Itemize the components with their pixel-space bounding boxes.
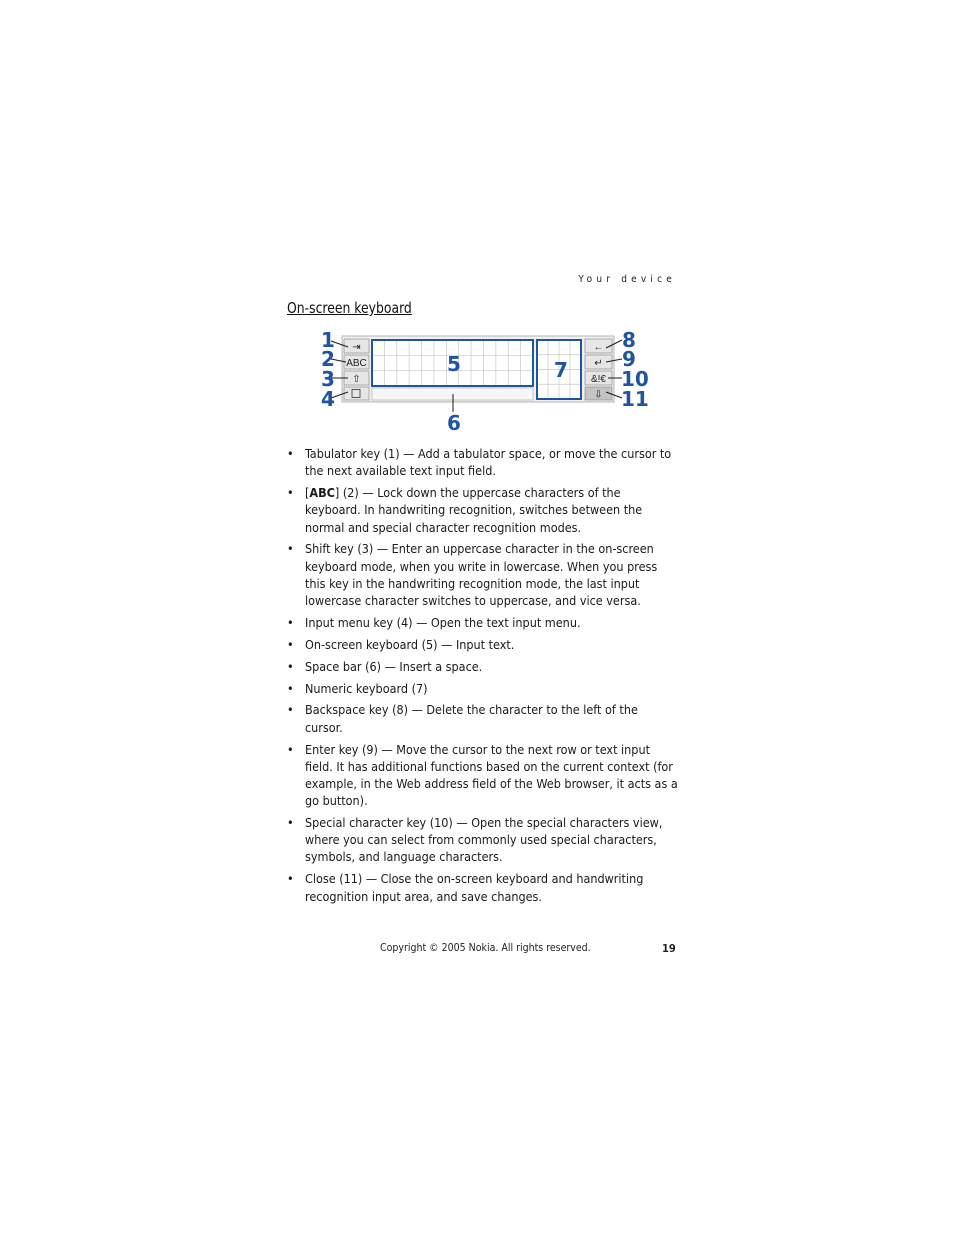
section-title: On-screen keyboard <box>287 299 412 317</box>
list-item-text: Enter key (9) — Move the cursor to the next row or text input field. It has additional functions based on the current context (for example, in the Web address field of the Web browser, it acts as a go button). <box>305 741 678 809</box>
list-item <box>287 636 679 653</box>
callout-10: 10 <box>621 367 649 391</box>
abc-key <box>344 355 369 369</box>
list-item-text: Space bar (6) — Insert a space. <box>305 658 483 674</box>
callout-6: 6 <box>447 411 461 435</box>
callout-8: 8 <box>622 328 636 352</box>
running-head: Your device <box>578 274 676 285</box>
keyboard-figure <box>310 328 650 438</box>
page-number: 19 <box>662 942 676 955</box>
keyboard-diagram <box>310 328 650 438</box>
list-item-text: On-screen keyboard (5) — Input text. <box>305 636 515 652</box>
list-item <box>287 814 679 866</box>
enter-icon: ↵ <box>594 358 603 369</box>
list-item-text: ] (2) — Lock down the uppercase characters of the keyboard. In handwriting recognition, switches between the normal and special character recognition modes. <box>305 485 643 535</box>
copyright-notice: Copyright © 2005 Nokia. All rights reserved. <box>380 942 591 954</box>
special-character-key <box>585 371 612 385</box>
list-item-text: Tabulator key (1) — Add a tabulator space, or move the cursor to the next available text input field. <box>305 446 672 479</box>
list-item <box>287 445 679 479</box>
special-key-label: &!€ <box>590 374 607 385</box>
callout-2: 2 <box>321 347 335 371</box>
list-item-text: Input menu key (4) — Open the text input menu. <box>305 614 581 630</box>
list-item-bold: ABC <box>309 485 335 501</box>
callout-9: 9 <box>622 347 636 371</box>
callout-4: 4 <box>321 387 335 411</box>
backspace-key <box>585 339 612 353</box>
list-item <box>287 484 679 536</box>
list-item-text: Backspace key (8) — Delete the character to the left of the cursor. <box>305 702 638 735</box>
callout-1: 1 <box>321 328 335 352</box>
input-menu-key <box>344 387 369 400</box>
callout-7: 7 <box>554 358 568 382</box>
list-item-text: Shift key (3) — Enter an uppercase character in the on-screen keyboard mode, when you write in lowercase. When you press this key in the handwriting recognition mode, the last input lowercase character switches to uppercase, and vice versa. <box>305 541 658 608</box>
list-item-text: Numeric keyboard (7) <box>305 680 428 696</box>
list-item <box>287 540 679 609</box>
shift-icon: ⇧ <box>352 374 361 385</box>
close-down-arrow-icon: ⇩ <box>594 389 603 401</box>
list-item <box>287 701 679 735</box>
callout-3: 3 <box>321 367 335 391</box>
backspace-icon: ← <box>593 342 604 353</box>
abc-key-label: ABC <box>346 358 367 369</box>
list-item-prefix: [ <box>305 485 310 501</box>
tab-key <box>344 339 369 353</box>
callout-11: 11 <box>621 387 649 411</box>
list-item <box>287 658 679 675</box>
list-item <box>287 870 679 904</box>
callout-5: 5 <box>447 352 461 376</box>
list-item <box>287 741 679 810</box>
list-item-text: Close (11) — Close the on-screen keyboard and handwriting recognition input area, and save changes. <box>305 871 644 904</box>
list-item <box>287 680 679 697</box>
close-key <box>585 387 612 401</box>
list-item-text: Special character key (10) — Open the special characters view, where you can select from commonly used special characters, symbols, and language characters. <box>305 815 663 865</box>
tab-icon: ⇥ <box>352 342 361 353</box>
list-item <box>287 614 679 631</box>
key-description-list <box>287 445 679 909</box>
